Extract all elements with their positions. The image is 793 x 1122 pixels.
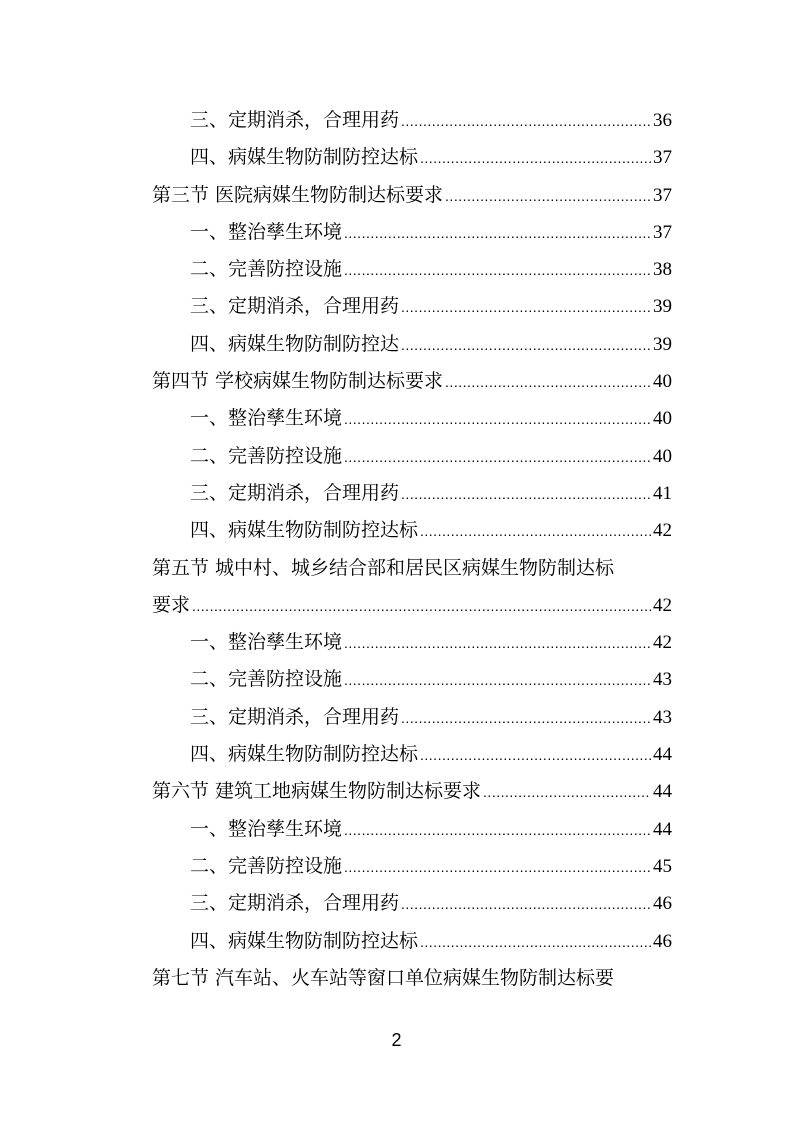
- toc-entry-label: 三、定期消杀，合理用药: [190, 109, 400, 131]
- toc-entry-page: 42: [653, 520, 672, 542]
- toc-entry-label: 一、整治孳生环境: [190, 407, 343, 430]
- toc-entry[interactable]: [152, 288, 672, 325]
- toc-entry[interactable]: [152, 139, 672, 176]
- toc-entry[interactable]: [152, 923, 672, 960]
- toc-entry-label: 一、整治孳生环境: [190, 817, 343, 840]
- toc-entry-page: 43: [653, 706, 672, 728]
- toc-leader-dots: [401, 289, 651, 326]
- toc-entry-page: 44: [653, 818, 672, 840]
- toc-entry[interactable]: [152, 438, 672, 475]
- toc-entry-label: 三、定期消杀，合理用药: [190, 705, 400, 728]
- toc-leader-dots: [401, 886, 651, 923]
- toc-leader-dots: [344, 625, 651, 662]
- toc-entry[interactable]: [152, 885, 672, 922]
- toc-entry[interactable]: [152, 363, 672, 400]
- toc-entry-page: 44: [653, 781, 672, 803]
- toc-entry-label: 二、完善防控设施: [190, 854, 343, 877]
- toc-entry[interactable]: [152, 550, 672, 587]
- toc-entry[interactable]: [152, 326, 672, 363]
- toc-entry-page: 45: [653, 855, 672, 877]
- toc-entry-label: 四、病媒生物防制防控达标: [190, 519, 419, 542]
- toc-entry[interactable]: [152, 400, 672, 437]
- toc-entry-label: 四、病媒生物防制防控达: [190, 332, 400, 355]
- toc-entry-page: 39: [653, 296, 672, 318]
- toc-leader-dots: [401, 103, 651, 140]
- toc-entry-page: 36: [653, 110, 672, 131]
- toc-leader-dots: [344, 662, 651, 699]
- toc-entry[interactable]: [152, 960, 672, 997]
- toc-entry[interactable]: [152, 811, 672, 848]
- toc-entry-page: 42: [653, 594, 672, 616]
- page-number: 2: [391, 1030, 402, 1050]
- toc-entry-page: 38: [653, 259, 672, 281]
- toc-leader-dots: [344, 439, 651, 476]
- toc-entry-label: 四、病媒生物防制防控达标: [190, 929, 419, 952]
- toc-entry[interactable]: [152, 251, 672, 288]
- toc-leader-dots: [420, 924, 651, 961]
- toc-entry-label: 第五节 城中村、城乡结合部和居民区病媒生物防制达标: [152, 556, 615, 579]
- toc-entry-label: 三、定期消杀，合理用药: [190, 892, 400, 915]
- toc-leader-dots: [344, 252, 651, 289]
- toc-entry-label: 一、整治孳生环境: [190, 631, 343, 654]
- toc-entry[interactable]: [152, 475, 672, 512]
- toc-entry[interactable]: [152, 102, 672, 139]
- toc-leader-dots: [344, 215, 651, 252]
- toc-entry[interactable]: [152, 736, 672, 773]
- toc-entry-label: 第六节 建筑工地病媒生物防制达标要求: [152, 780, 482, 803]
- toc-entry-label: 三、定期消杀，合理用药: [190, 295, 400, 318]
- toc-leader-dots: [192, 588, 651, 625]
- toc-entry-page: 46: [653, 893, 672, 915]
- toc-leader-dots: [483, 774, 651, 811]
- toc-entry-page: 44: [653, 744, 672, 766]
- toc-entry-label: 第三节 医院病媒生物防制达标要求: [152, 183, 444, 206]
- toc-entry[interactable]: [152, 661, 672, 698]
- toc-entry-page: 40: [653, 371, 672, 393]
- toc-entry-label: 二、完善防控设施: [190, 668, 343, 691]
- toc-entry[interactable]: [152, 587, 672, 624]
- toc-leader-dots: [401, 327, 651, 364]
- toc-entry[interactable]: [152, 214, 672, 251]
- toc-entry[interactable]: [152, 699, 672, 736]
- table-of-contents: [152, 102, 672, 997]
- toc-leader-dots: [420, 140, 651, 177]
- toc-entry-page: 42: [653, 632, 672, 654]
- toc-entry[interactable]: [152, 177, 672, 214]
- toc-leader-dots: [344, 812, 651, 849]
- toc-entry-page: 39: [653, 333, 672, 355]
- toc-entry-label: 二、完善防控设施: [190, 258, 343, 281]
- toc-entry[interactable]: [152, 512, 672, 549]
- toc-entry[interactable]: [152, 624, 672, 661]
- toc-leader-dots: [401, 700, 651, 737]
- toc-entry-label: 第四节 学校病媒生物防制达标要求: [152, 370, 444, 393]
- toc-entry-label: 第七节 汽车站、火车站等窗口单位病媒生物防制达标要: [152, 966, 615, 989]
- toc-entry-page: 37: [653, 221, 672, 243]
- toc-entry-page: 37: [653, 147, 672, 169]
- toc-leader-dots: [445, 364, 651, 401]
- toc-leader-dots: [445, 178, 651, 215]
- toc-leader-dots: [401, 476, 651, 513]
- toc-entry-label: 四、病媒生物防制防控达标: [190, 146, 419, 169]
- toc-leader-dots: [420, 737, 651, 774]
- toc-entry-page: 40: [653, 408, 672, 430]
- toc-leader-dots: [344, 401, 651, 438]
- toc-entry[interactable]: [152, 848, 672, 885]
- toc-entry-page: 40: [653, 445, 672, 467]
- toc-entry[interactable]: [152, 773, 672, 810]
- toc-entry-page: 43: [653, 669, 672, 691]
- toc-entry-label: 二、完善防控设施: [190, 444, 343, 467]
- toc-entry-label: 一、整治孳生环境: [190, 220, 343, 243]
- toc-entry-label: 四、病媒生物防制防控达标: [190, 743, 419, 766]
- toc-entry-label: 要求: [152, 593, 191, 616]
- toc-leader-dots: [420, 513, 651, 550]
- toc-leader-dots: [344, 849, 651, 886]
- toc-entry-page: 37: [653, 184, 672, 206]
- toc-entry-page: 41: [653, 482, 672, 504]
- toc-entry-label: 三、定期消杀，合理用药: [190, 481, 400, 504]
- toc-entry-page: 46: [653, 930, 672, 952]
